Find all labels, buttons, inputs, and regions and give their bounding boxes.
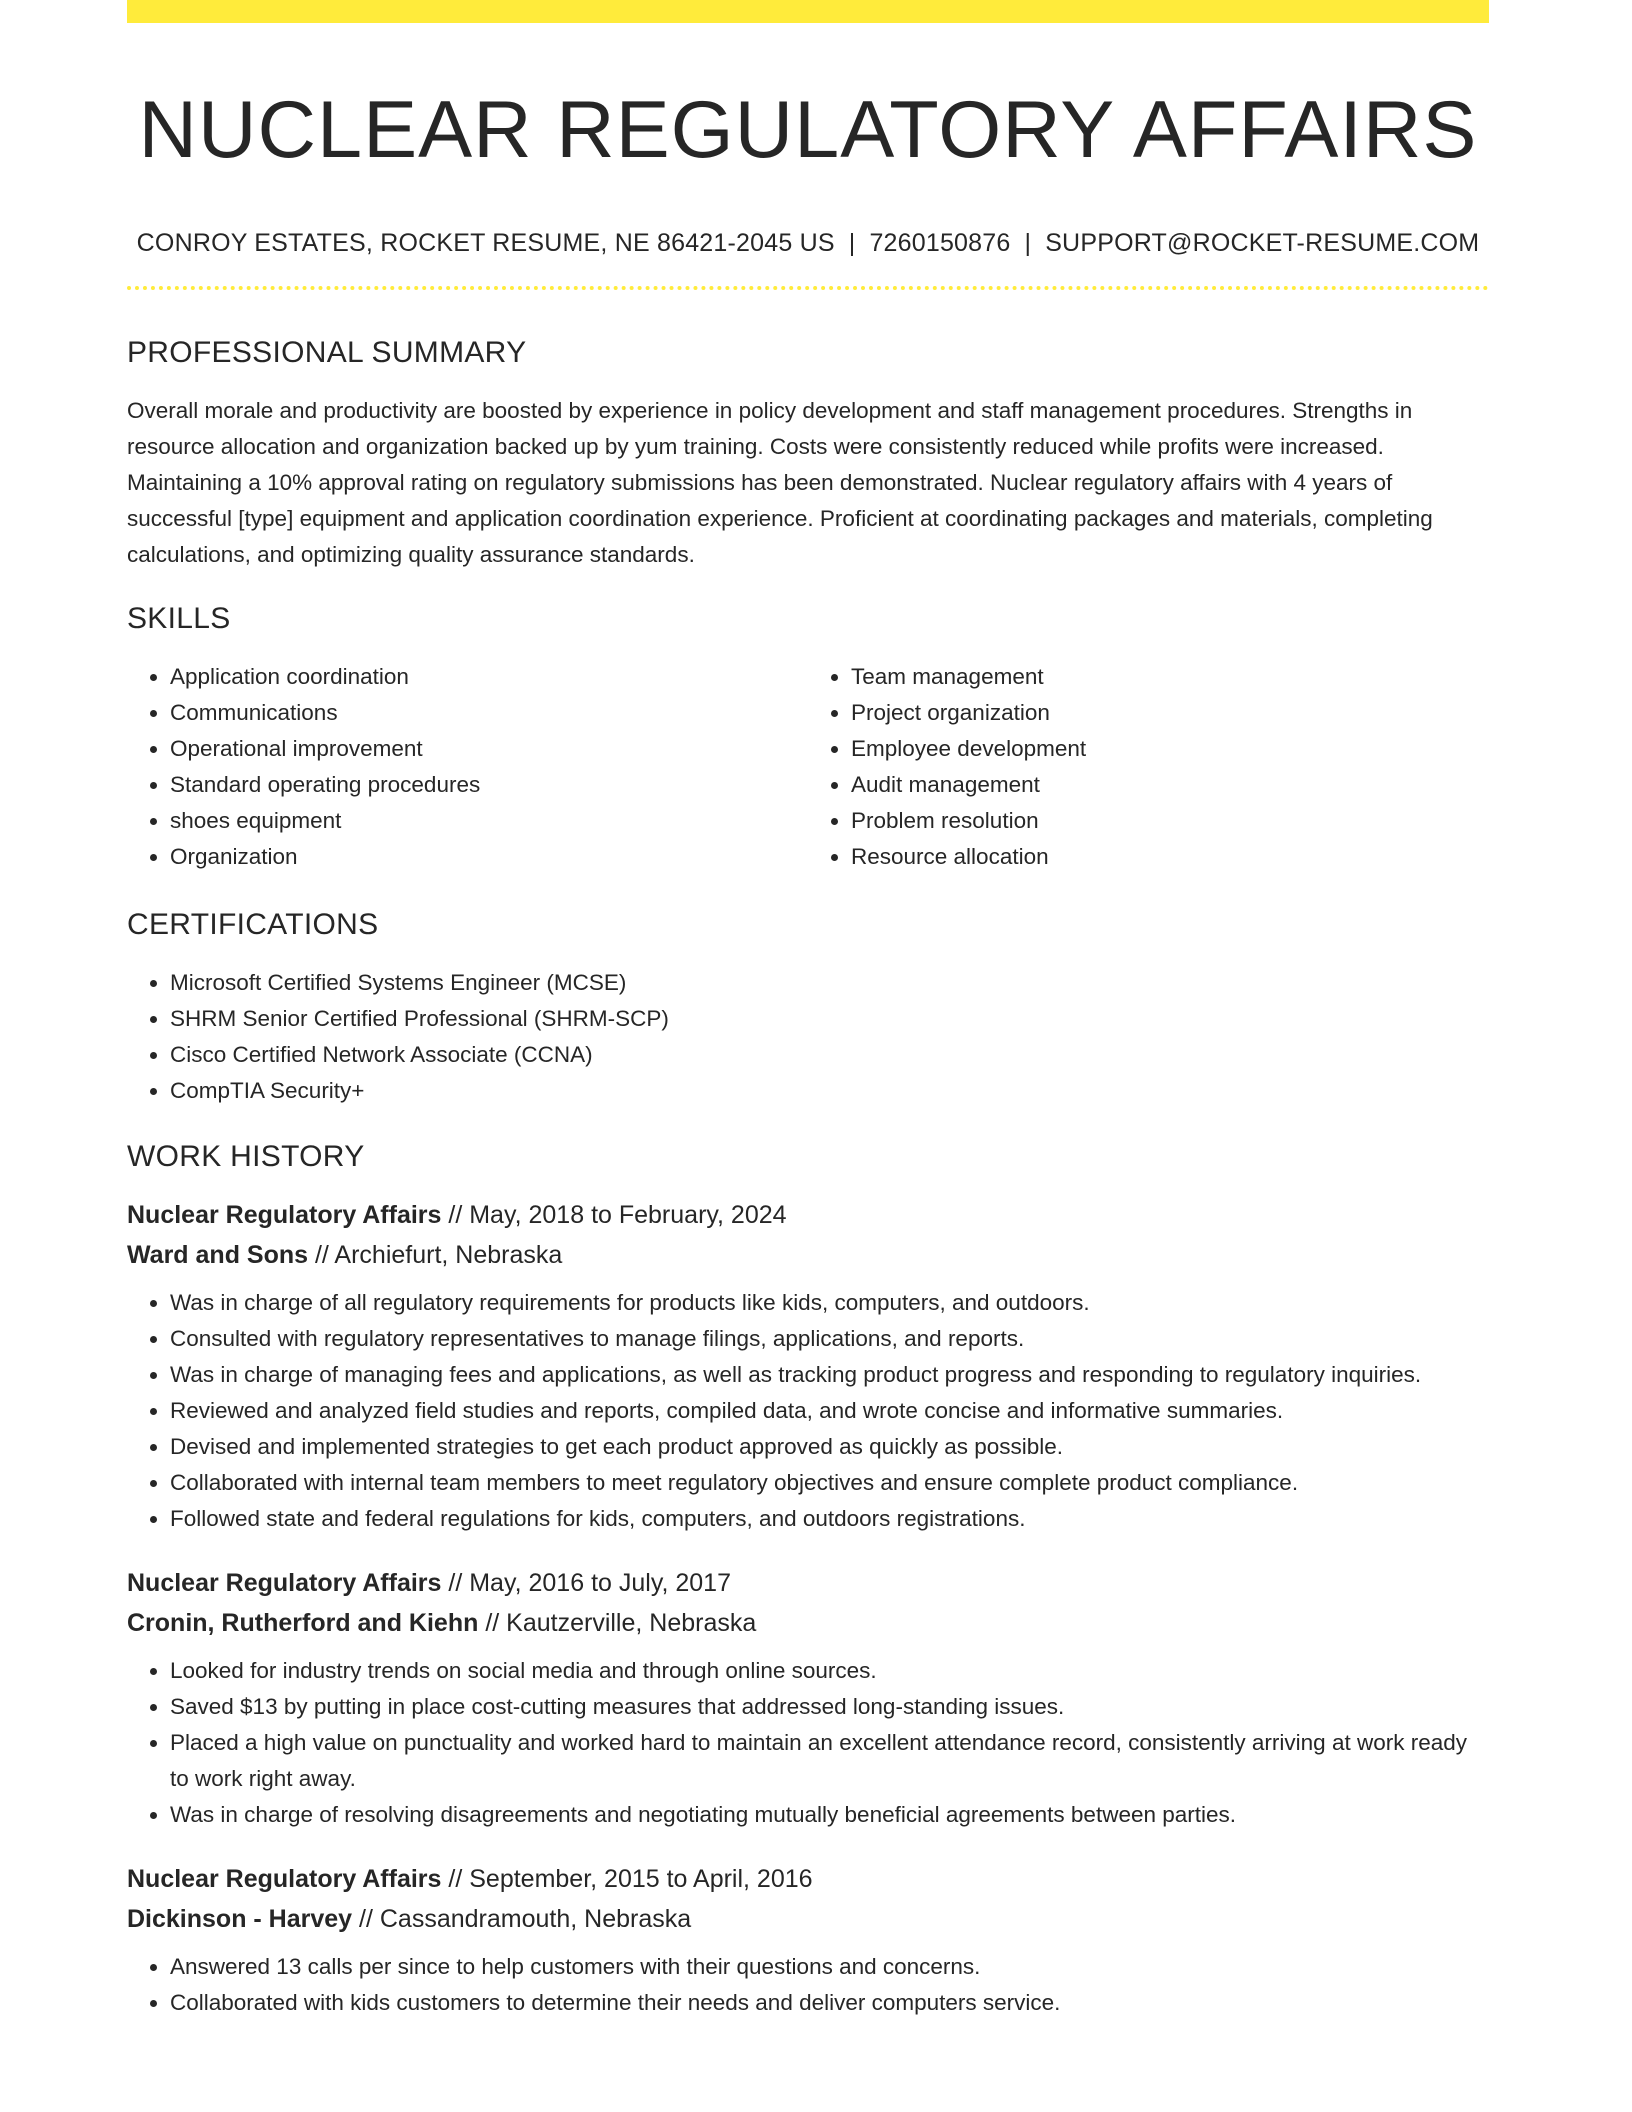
contact-address: CONROY ESTATES, ROCKET RESUME, NE 86421-2045 US xyxy=(136,229,835,257)
job-dates: // May, 2018 to February, 2024 xyxy=(441,1201,787,1229)
dotted-divider xyxy=(127,286,1489,290)
contact-separator: | xyxy=(848,229,856,257)
job-bullet: • Collaborated with kids customers to determine their needs and deliver computers service. xyxy=(170,1985,1489,2021)
skill-item: • Project organization xyxy=(851,695,1489,731)
job-bullet: • Answered 13 calls per since to help customers with their questions and concerns. xyxy=(170,1949,1489,1985)
certification-item: • CompTIA Security+ xyxy=(170,1073,1489,1109)
job-role-line xyxy=(127,1195,1489,1235)
job-role: Nuclear Regulatory Affairs xyxy=(127,1201,442,1229)
contact-phone: 7260150876 xyxy=(869,229,1011,257)
work-history-heading: WORK HISTORY xyxy=(127,1140,365,1173)
job-entry xyxy=(127,1195,1489,1537)
job-dates: // September, 2015 to April, 2016 xyxy=(441,1865,813,1893)
job-role-line xyxy=(127,1859,1489,1899)
certifications-heading: CERTIFICATIONS xyxy=(127,908,379,941)
skills-heading: SKILLS xyxy=(127,602,231,635)
job-company-line xyxy=(127,1603,1489,1643)
job-bullet-list xyxy=(127,1949,1489,2021)
summary-text: Overall morale and productivity are boosted by experience in policy development and staff management procedures. Strengths in resource allocation and organization backed up by yum training. Costs were consistently reduced while profits were increased. Maintaining a 10% approval rating on regulatory submissions has been demonstrated. Nuclear regulatory affairs with 4 years of successful [type] equipment and application coordination experience. Proficient at coordinating packages and materials, completing calculations, and optimizing quality assurance standards. xyxy=(127,398,1433,567)
job-bullet: • Was in charge of resolving disagreements and negotiating mutually beneficial agreements between parties. xyxy=(170,1797,1489,1833)
job-bullet: • Was in charge of managing fees and applications, as well as tracking product progress and responding to regulatory inquiries. xyxy=(170,1357,1489,1393)
certification-item: • Cisco Certified Network Associate (CCNA) xyxy=(170,1037,1489,1073)
job-role: Nuclear Regulatory Affairs xyxy=(127,1569,442,1597)
summary-heading: PROFESSIONAL SUMMARY xyxy=(127,336,527,369)
job-bullet: • Was in charge of all regulatory requirements for products like kids, computers, and outdoors. xyxy=(170,1285,1489,1321)
skill-item: • Employee development xyxy=(851,731,1489,767)
contact-line xyxy=(127,226,1489,260)
contact-separator: | xyxy=(1024,229,1032,257)
job-role: Nuclear Regulatory Affairs xyxy=(127,1865,442,1893)
skill-item: • Communications xyxy=(170,695,808,731)
job-company-line xyxy=(127,1235,1489,1275)
job-company: Dickinson - Harvey xyxy=(127,1905,353,1933)
certification-item: • SHRM Senior Certified Professional (SHRM-SCP) xyxy=(170,1001,1489,1037)
job-role-line xyxy=(127,1563,1489,1603)
job-bullet: • Reviewed and analyzed field studies and reports, compiled data, and wrote concise and informative summaries. xyxy=(170,1393,1489,1429)
skill-item: • Standard operating procedures xyxy=(170,767,808,803)
job-dates: // May, 2016 to July, 2017 xyxy=(441,1569,731,1597)
certifications-list xyxy=(127,965,1489,1109)
skill-item: • Organization xyxy=(170,839,808,875)
skill-item: • shoes equipment xyxy=(170,803,808,839)
job-location: // Kautzerville, Nebraska xyxy=(478,1609,757,1637)
job-bullet: • Followed state and federal regulations for kids, computers, and outdoors registrations. xyxy=(170,1501,1489,1537)
skills-list-right xyxy=(808,659,1489,875)
job-bullet: • Collaborated with internal team members to meet regulatory objectives and ensure complete product compliance. xyxy=(170,1465,1489,1501)
contact-email: SUPPORT@ROCKET-RESUME.COM xyxy=(1045,229,1480,257)
job-bullet: • Consulted with regulatory representatives to manage filings, applications, and reports. xyxy=(170,1321,1489,1357)
job-entry xyxy=(127,1859,1489,2021)
job-location: // Cassandramouth, Nebraska xyxy=(352,1905,692,1933)
job-entry xyxy=(127,1563,1489,1833)
job-bullet: • Devised and implemented strategies to get each product approved as quickly as possible. xyxy=(170,1429,1489,1465)
skill-item: • Application coordination xyxy=(170,659,808,695)
job-bullet-list xyxy=(127,1285,1489,1537)
skill-item: • Resource allocation xyxy=(851,839,1489,875)
job-location: // Archiefurt, Nebraska xyxy=(308,1241,563,1269)
job-bullet-list xyxy=(127,1653,1489,1833)
job-bullet: • Looked for industry trends on social media and through online sources. xyxy=(170,1653,1489,1689)
job-bullet: • Saved $13 by putting in place cost-cutting measures that addressed long-standing issues. xyxy=(170,1689,1489,1725)
skill-item: • Problem resolution xyxy=(851,803,1489,839)
skill-item: • Team management xyxy=(851,659,1489,695)
job-company-line xyxy=(127,1899,1489,1939)
skills-list-left xyxy=(127,659,808,875)
skill-item: • Operational improvement xyxy=(170,731,808,767)
job-company: Cronin, Rutherford and Kiehn xyxy=(127,1609,479,1637)
job-company: Ward and Sons xyxy=(127,1241,309,1269)
skill-item: • Audit management xyxy=(851,767,1489,803)
candidate-name: NUCLEAR REGULATORY AFFAIRS xyxy=(138,85,1478,175)
resume-content xyxy=(127,0,1489,2021)
job-bullet: • Placed a high value on punctuality and worked hard to maintain an excellent attendance record, consistently arriving at work ready to work right away. xyxy=(170,1725,1489,1797)
skills-columns xyxy=(127,659,1489,875)
certification-item: • Microsoft Certified Systems Engineer (MCSE) xyxy=(170,965,1489,1001)
